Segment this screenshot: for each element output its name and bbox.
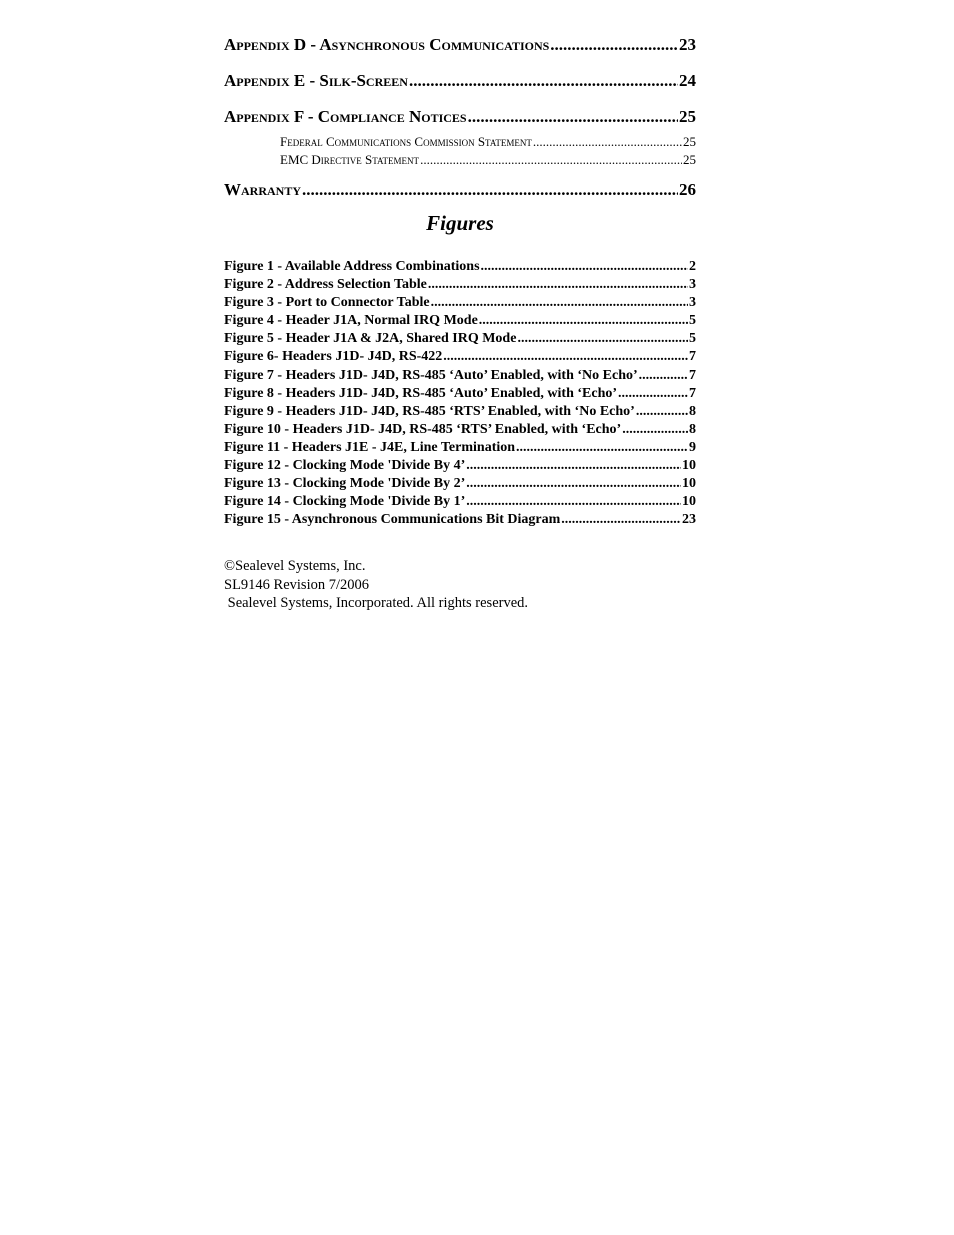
figure-entry-page: 8 [689,403,696,419]
toc-entry-page: 25 [683,134,696,149]
toc-leader-dots [479,312,688,330]
figure-entry-page: 5 [689,313,696,329]
toc-entry-appendix-f[interactable] [224,105,696,129]
toc-leader-dots [428,276,688,294]
figure-entry-label: Figure 2 - Address Selection Table [224,277,427,293]
toc-entry-page: 26 [679,180,696,199]
figure-entry-page: 2 [689,259,696,274]
figure-entry[interactable] [224,439,696,457]
figure-entry-label: Figure 8 - Headers J1D- J4D, RS-485 ‘Auto’ Enabled, with ‘Echo’ [224,385,618,401]
copyright-line: ©Sealevel Systems, Inc. [224,558,366,574]
toc-leader-dots [466,457,681,475]
toc-leader-dots [481,258,688,276]
figure-entry-page: 9 [689,439,696,455]
figure-entry-page: 5 [689,331,696,347]
figure-entry-label: Figure 10 - Headers J1D- J4D, RS-485 ‘RTS’ Enabled, with ‘Echo’ [224,421,622,437]
figure-entry[interactable] [224,330,696,348]
figure-entry-page: 3 [689,295,696,311]
figure-entry[interactable] [224,475,696,493]
toc-entry-appendix-d[interactable] [224,33,696,57]
figure-entry-label: Figure 15 - Asynchronous Communications Bit Diagram [224,512,561,528]
figure-entry[interactable] [224,312,696,330]
toc-entry-page: 25 [679,107,696,126]
figure-entry-page: 8 [689,421,696,437]
figure-entry-page: 10 [682,458,696,474]
toc-entry-label: Appendix E - Silk-Screen [224,71,408,90]
figure-entry-page: 10 [682,494,696,510]
figure-entry[interactable] [224,348,696,366]
toc-leader-dots [466,493,681,511]
toc-leader-dots [409,69,678,93]
toc-entry-page: 25 [683,152,696,167]
figure-entry-label: Figure 12 - Clocking Mode 'Divide By 4’ [224,458,466,474]
figure-entry-label: Figure 1 - Available Address Combinations [224,259,480,274]
toc-leader-dots [466,475,681,493]
figure-entry-label: Figure 6- Headers J1D- J4D, RS-422 [224,349,443,365]
toc-leader-dots [618,385,688,403]
toc-entry-emc-statement[interactable] [280,151,696,169]
figure-entry-label: Figure 5 - Header J1A & J2A, Shared IRQ Mode [224,331,517,347]
toc-entry-label: EMC Directive Statement [280,152,420,167]
figures-list [224,258,696,529]
footer [224,557,696,613]
toc-leader-dots [561,511,681,529]
figure-entry[interactable] [224,403,696,421]
figure-entry-page: 10 [682,476,696,492]
toc-leader-dots [516,439,688,457]
figure-entry[interactable] [224,457,696,475]
toc-leader-dots [636,403,688,421]
figure-entry[interactable] [224,276,696,294]
revision-line: SL9146 Revision 7/2006 [224,576,370,593]
figure-entry-label: Figure 13 - Clocking Mode 'Divide By 2’ [224,476,466,492]
figure-entry-label: Figure 7 - Headers J1D- J4D, RS-485 ‘Auto’ Enabled, with ‘No Echo’ [224,367,638,383]
toc-leader-dots [420,151,682,169]
figure-entry-label: Figure 4 - Header J1A, Normal IRQ Mode [224,313,478,329]
figure-entry-page: 7 [689,385,696,401]
toc-leader-dots [622,421,688,439]
toc-entry-warranty[interactable] [224,178,696,202]
figure-entry-page: 23 [682,512,696,528]
toc-entry-label: Appendix F - Compliance Notices [224,107,467,126]
toc-leader-dots [468,105,678,129]
figure-entry-label: Figure 14 - Clocking Mode 'Divide By 1’ [224,494,466,510]
figures-heading: Figures [426,211,494,235]
figure-entry[interactable] [224,421,696,439]
toc-entry-label: Federal Communications Commission Statement [280,134,532,149]
rights-line: Sealevel Systems, Incorporated. All rights reserved. [224,595,529,611]
figure-entry[interactable] [224,511,696,529]
figure-entry[interactable] [224,385,696,403]
toc-entry-page: 24 [679,71,696,90]
figure-entry-page: 7 [689,367,696,383]
toc-leader-dots [639,367,688,385]
figure-entry-label: Figure 9 - Headers J1D- J4D, RS-485 ‘RTS’ Enabled, with ‘No Echo’ [224,403,635,419]
figure-entry[interactable] [224,367,696,385]
figure-entry[interactable] [224,294,696,312]
toc-entry-appendix-e[interactable] [224,69,696,93]
toc-leader-dots [443,348,688,366]
figure-entry[interactable] [224,258,696,276]
toc-entry-label: Warranty [224,180,301,199]
figure-entry[interactable] [224,493,696,511]
toc-entry-fcc-statement[interactable] [280,133,696,151]
toc-leader-dots [533,133,682,151]
figure-entry-label: Figure 11 - Headers J1E - J4E, Line Termination [224,439,516,455]
toc-entry-label: Appendix D - Asynchronous Communications [224,35,550,54]
toc-leader-dots [517,330,688,348]
toc-leader-dots [302,178,678,202]
toc-leader-dots [431,294,688,312]
toc-leader-dots [550,33,678,57]
toc-entry-page: 23 [679,35,696,54]
figure-entry-label: Figure 3 - Port to Connector Table [224,295,430,311]
figure-entry-page: 3 [689,277,696,293]
figure-entry-page: 7 [689,349,696,365]
